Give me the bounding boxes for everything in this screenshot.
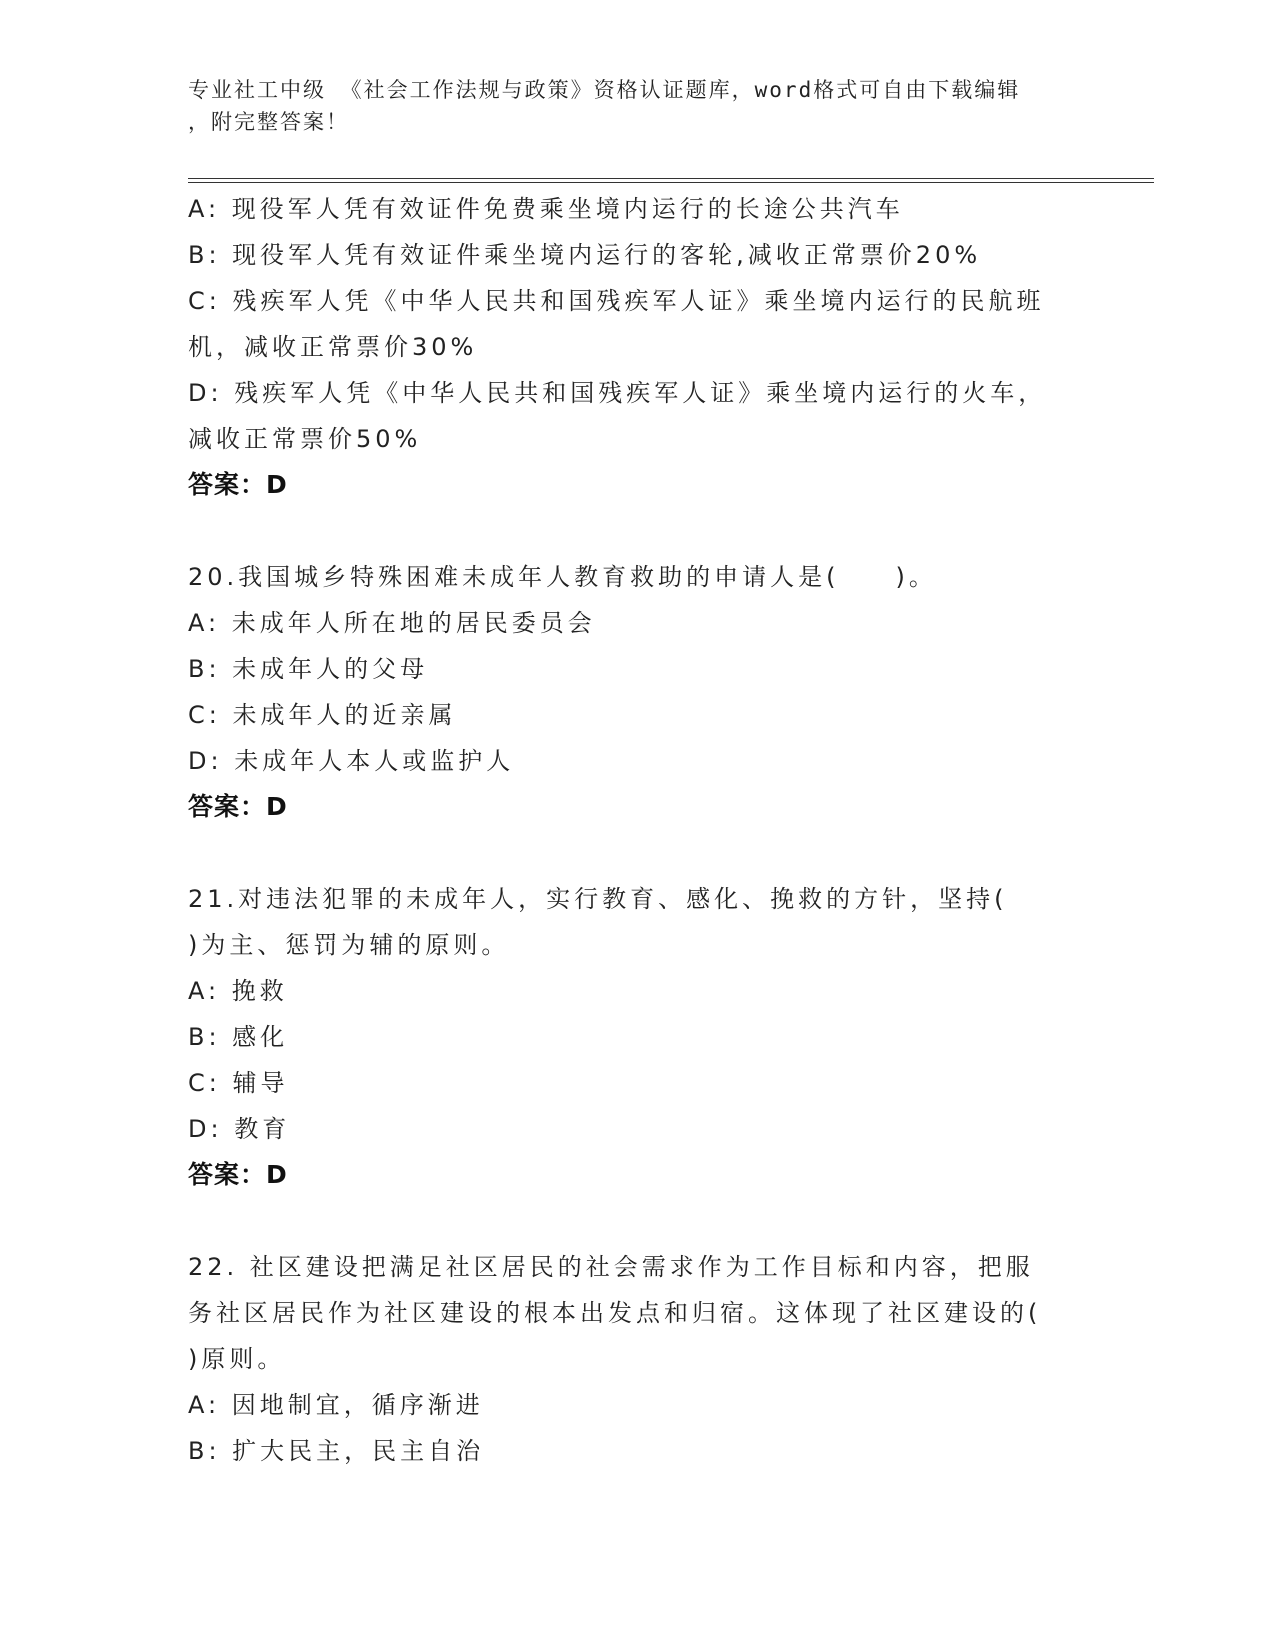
question-stem: 21.对违法犯罪的未成年人，实行教育、感化、挽救的方针，坚持( bbox=[188, 885, 1008, 913]
option-c: C: 辅导 bbox=[188, 1069, 289, 1097]
question-stem-continuation: 务社区居民作为社区建设的根本出发点和归宿。这体现了社区建设的( bbox=[188, 1299, 1042, 1327]
option-d: D: 教育 bbox=[188, 1115, 291, 1143]
option-d-continuation: 减收正常票价50% bbox=[188, 425, 422, 453]
question-list bbox=[188, 186, 1088, 1474]
option-b: B: 扩大民主，民主自治 bbox=[188, 1437, 485, 1465]
header-divider-top bbox=[188, 178, 1154, 179]
option-b: B: 现役军人凭有效证件乘坐境内运行的客轮,减收正常票价20% bbox=[188, 241, 982, 269]
question-stem: 20.我国城乡特殊困难未成年人教育救助的申请人是( )。 bbox=[188, 563, 937, 591]
question-20 bbox=[188, 554, 1088, 830]
option-a: A: 现役军人凭有效证件免费乘坐境内运行的长途公共汽车 bbox=[188, 195, 904, 223]
question-21 bbox=[188, 876, 1088, 1198]
option-b: B: 感化 bbox=[188, 1023, 289, 1051]
option-d: D: 未成年人本人或监护人 bbox=[188, 747, 515, 775]
document-header bbox=[188, 74, 1088, 138]
option-a: A: 挽救 bbox=[188, 977, 288, 1005]
option-c-continuation: 机，减收正常票价30% bbox=[188, 333, 478, 361]
answer-line: 答案：D bbox=[188, 470, 288, 499]
option-b: B: 未成年人的父母 bbox=[188, 655, 429, 683]
answer-line: 答案：D bbox=[188, 792, 288, 821]
option-c: C: 未成年人的近亲属 bbox=[188, 701, 457, 729]
option-a: A: 因地制宜，循序渐进 bbox=[188, 1391, 484, 1419]
header-title-continuation: ，附完整答案！ bbox=[188, 110, 349, 134]
question-stem-continuation: )为主、惩罚为辅的原则。 bbox=[188, 931, 510, 959]
question-stem: 22. 社区建设把满足社区居民的社会需求作为工作目标和内容，把服 bbox=[188, 1253, 1034, 1281]
option-d: D: 残疾军人凭《中华人民共和国残疾军人证》乘坐境内运行的火车， bbox=[188, 379, 1047, 407]
option-c: C: 残疾军人凭《中华人民共和国残疾军人证》乘坐境内运行的民航班 bbox=[188, 287, 1045, 315]
answer-line: 答案：D bbox=[188, 1160, 288, 1189]
question-22 bbox=[188, 1244, 1088, 1474]
header-divider-bottom bbox=[188, 182, 1154, 183]
question-stem-continuation: )原则。 bbox=[188, 1345, 286, 1373]
option-a: A: 未成年人所在地的居民委员会 bbox=[188, 609, 596, 637]
header-title-line: 专业社工中级 《社会工作法规与政策》资格认证题库，word格式可自由下载编辑 bbox=[188, 78, 1021, 102]
question-19 bbox=[188, 186, 1088, 508]
